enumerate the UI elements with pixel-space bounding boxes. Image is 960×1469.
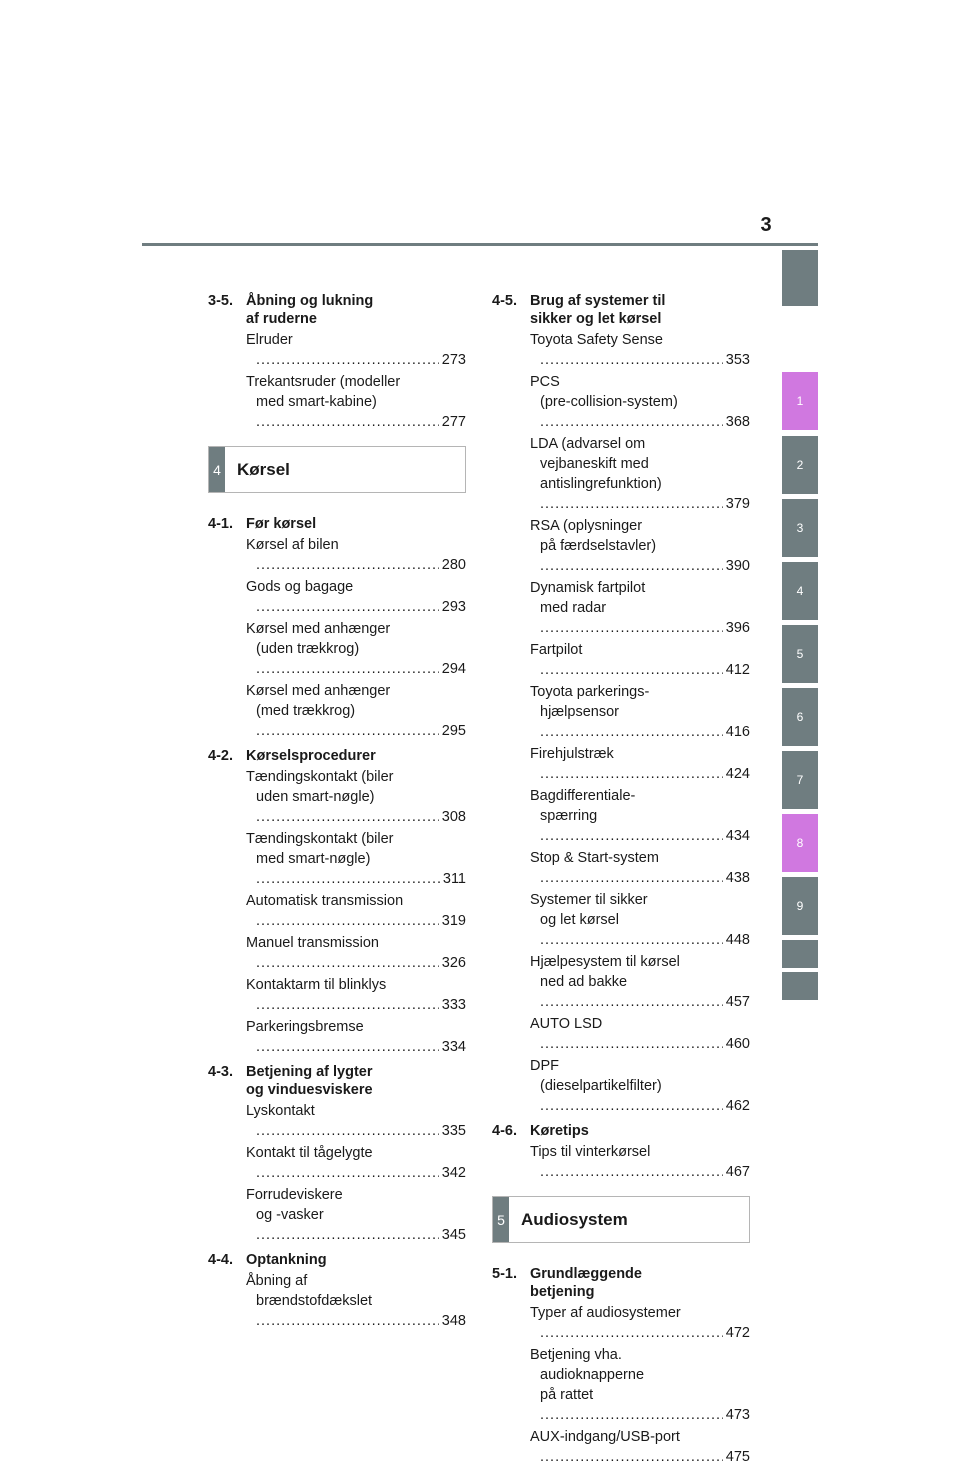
entry-title: Typer af audiosystemer ..... <box>530 1305 750 1341</box>
entry-title: Forrudeviskere og -vasker ..... <box>246 1187 466 1243</box>
entry-page-number: 277 <box>439 412 466 432</box>
entry-title: Stop & Start-system ..... <box>530 850 750 886</box>
entry-title: Kørsel med anhænger (uden trækkrog) ..... <box>246 621 466 677</box>
section-heading <box>492 292 750 328</box>
entry-page-number: 342 <box>439 1163 466 1183</box>
entry-page-number: 424 <box>723 764 750 784</box>
entry-page-number: 467 <box>723 1162 750 1182</box>
toc-entry[interactable] <box>246 681 466 741</box>
chapter-tab-blank[interactable] <box>782 940 818 968</box>
entry-page-number: 473 <box>723 1405 750 1425</box>
toc-entry[interactable] <box>530 952 750 1012</box>
toc-entry[interactable] <box>246 1017 466 1057</box>
chapter-tab-8[interactable]: 8 <box>782 814 818 872</box>
toc-entry[interactable] <box>530 682 750 742</box>
entry-page-number: 345 <box>439 1225 466 1245</box>
entry-page-number: 460 <box>723 1034 750 1054</box>
entry-title: Toyota parkerings- hjælpsensor ..... <box>530 684 750 740</box>
toc-entry[interactable] <box>246 1143 466 1183</box>
section-number: 4-4. <box>208 1252 233 1268</box>
entry-title: Åbning af brændstofdækslet ..... <box>246 1273 466 1329</box>
entry-page-number: 308 <box>439 807 466 827</box>
entry-title: Elruder ..... <box>246 332 466 368</box>
entry-page-number: 348 <box>439 1311 466 1331</box>
section-heading <box>208 1063 466 1099</box>
header-rule <box>142 243 818 246</box>
entry-page-number: 293 <box>439 597 466 617</box>
section-heading <box>208 747 466 765</box>
entry-title: Lyskontakt ..... <box>246 1103 466 1139</box>
entry-title: Fartpilot ..... <box>530 642 750 678</box>
entry-page-number: 457 <box>723 992 750 1012</box>
section-heading <box>208 292 466 328</box>
chapter-tab-3[interactable]: 3 <box>782 499 818 557</box>
toc-entry[interactable] <box>246 891 466 931</box>
section-title: Betjening af lygter og vinduesviskere <box>246 1064 373 1098</box>
toc-right-column <box>492 286 750 1469</box>
entry-title: PCS (pre-collision-system) ..... <box>530 374 750 430</box>
chapter-number: 5 <box>493 1197 509 1242</box>
entry-title: LDA (advarsel om vejbaneskift med antislingrefunktion) ..... <box>530 436 750 512</box>
entry-title: Kontaktarm til blinklys ..... <box>246 977 466 1013</box>
section-heading <box>208 1251 466 1269</box>
entry-page-number: 434 <box>723 826 750 846</box>
toc-entry[interactable] <box>530 1345 750 1425</box>
entry-page-number: 326 <box>439 953 466 973</box>
chapter-heading[interactable] <box>208 446 466 493</box>
entry-title: Tændingskontakt (biler med smart-nøgle) ..... <box>246 831 466 887</box>
toc-entry[interactable] <box>530 516 750 576</box>
chapter-number: 4 <box>209 447 225 492</box>
toc-entry[interactable] <box>246 1185 466 1245</box>
section-number: 4-6. <box>492 1123 517 1139</box>
chapter-tab-7[interactable]: 7 <box>782 751 818 809</box>
section-heading <box>208 515 466 533</box>
entry-page-number: 438 <box>723 868 750 888</box>
entry-title: Parkeringsbremse ..... <box>246 1019 466 1055</box>
toc-entry[interactable] <box>530 1014 750 1054</box>
entry-title: Firehjulstræk ..... <box>530 746 750 782</box>
toc-entry[interactable] <box>530 330 750 370</box>
entry-page-number: 334 <box>439 1037 466 1057</box>
entry-page-number: 448 <box>723 930 750 950</box>
entry-page-number: 462 <box>723 1096 750 1116</box>
toc-entry[interactable] <box>246 619 466 679</box>
entry-title: Manuel transmission ..... <box>246 935 466 971</box>
entry-title: Trekantsruder (modeller med smart-kabine) ..... <box>246 374 466 430</box>
toc-entry[interactable] <box>530 890 750 950</box>
entry-title: RSA (oplysninger på færdselstavler) ..... <box>530 518 750 574</box>
section-number: 5-1. <box>492 1266 517 1282</box>
entry-page-number: 273 <box>439 350 466 370</box>
toc-entry[interactable] <box>246 829 466 889</box>
entry-title: Bagdifferentiale- spærring ..... <box>530 788 750 844</box>
toc-entry[interactable] <box>530 1427 750 1467</box>
section-title: Køretips <box>530 1123 589 1139</box>
entry-page-number: 412 <box>723 660 750 680</box>
page-number: 3 <box>760 214 772 236</box>
entry-page-number: 472 <box>723 1323 750 1343</box>
chapter-title: Audiosystem <box>521 1209 628 1229</box>
chapter-tab-blank[interactable] <box>782 250 818 306</box>
entry-title: AUTO LSD ..... <box>530 1016 750 1052</box>
chapter-heading[interactable] <box>492 1196 750 1243</box>
entry-page-number: 311 <box>440 869 466 889</box>
section-title: Optankning <box>246 1252 327 1268</box>
entry-page-number: 295 <box>439 721 466 741</box>
chapter-tab-4[interactable]: 4 <box>782 562 818 620</box>
toc-entry[interactable] <box>246 372 466 432</box>
entry-page-number: 396 <box>723 618 750 638</box>
toc-entry[interactable] <box>530 434 750 514</box>
toc-entry[interactable] <box>246 1101 466 1141</box>
entry-title: DPF (dieselpartikelfilter) ..... <box>530 1058 750 1114</box>
toc-entry[interactable] <box>530 1142 750 1182</box>
entry-title: Tændingskontakt (biler uden smart-nøgle) ..... <box>246 769 466 825</box>
toc-entry[interactable] <box>530 1056 750 1116</box>
entry-title: Betjening vha. audioknapperne på rattet ..... <box>530 1347 750 1423</box>
toc-entry[interactable] <box>530 848 750 888</box>
entry-title: Kørsel med anhænger (med trækkrog) ..... <box>246 683 466 739</box>
toc-entry[interactable] <box>246 330 466 370</box>
entry-title: Tips til vinterkørsel ..... <box>530 1144 750 1180</box>
entry-page-number: 319 <box>439 911 466 931</box>
chapter-tab-6[interactable]: 6 <box>782 688 818 746</box>
chapter-tab-blank[interactable] <box>782 972 818 1000</box>
entry-page-number: 280 <box>439 555 466 575</box>
entry-title: AUX-indgang/USB-port ..... <box>530 1429 750 1465</box>
section-number: 3-5. <box>208 293 233 309</box>
toc-entry[interactable] <box>246 933 466 973</box>
entry-page-number: 294 <box>439 659 466 679</box>
entry-title: Kørsel af bilen ..... <box>246 537 466 573</box>
toc-entry[interactable] <box>530 372 750 432</box>
entry-title: Toyota Safety Sense ..... <box>530 332 750 368</box>
entry-title: Gods og bagage ..... <box>246 579 466 615</box>
entry-title: Systemer til sikker og let kørsel ..... <box>530 892 750 948</box>
entry-title: Dynamisk fartpilot med radar ..... <box>530 580 750 636</box>
entry-page-number: 416 <box>723 722 750 742</box>
section-title: Brug af systemer til sikker og let kørsel <box>530 293 666 327</box>
section-title: Før kørsel <box>246 516 317 532</box>
entry-title: Kontakt til tågelygte ..... <box>246 1145 466 1181</box>
entry-page-number: 390 <box>723 556 750 576</box>
toc-entry[interactable] <box>246 767 466 827</box>
toc-entry[interactable] <box>530 1303 750 1343</box>
section-number: 4-5. <box>492 293 517 309</box>
toc-entry[interactable] <box>246 577 466 617</box>
entry-page-number: 475 <box>723 1447 750 1467</box>
toc-entry[interactable] <box>530 578 750 638</box>
entry-page-number: 353 <box>723 350 750 370</box>
section-number: 4-2. <box>208 748 233 764</box>
toc-entry[interactable] <box>530 640 750 680</box>
section-heading <box>492 1265 750 1301</box>
section-number: 4-3. <box>208 1064 233 1080</box>
toc-entry[interactable] <box>246 535 466 575</box>
toc-entry[interactable] <box>530 744 750 784</box>
entry-page-number: 335 <box>439 1121 466 1141</box>
toc-left-column <box>208 286 466 1333</box>
toc-entry[interactable] <box>246 975 466 1015</box>
section-heading <box>492 1122 750 1140</box>
entry-page-number: 368 <box>723 412 750 432</box>
section-title: Kørselsprocedurer <box>246 748 376 764</box>
chapter-tab-9[interactable]: 9 <box>782 877 818 935</box>
entry-title: Hjælpesystem til kørsel ned ad bakke ..... <box>530 954 750 1010</box>
entry-page-number: 333 <box>439 995 466 1015</box>
section-number: 4-1. <box>208 516 233 532</box>
section-title: Grundlæggende betjening <box>530 1266 642 1300</box>
chapter-tab-5[interactable]: 5 <box>782 625 818 683</box>
chapter-tab-2[interactable]: 2 <box>782 436 818 494</box>
toc-entry[interactable] <box>530 786 750 846</box>
chapter-tab-1[interactable]: 1 <box>782 372 818 430</box>
entry-page-number: 379 <box>723 494 750 514</box>
entry-title: Automatisk transmission ..... <box>246 893 466 929</box>
toc-entry[interactable] <box>246 1271 466 1331</box>
chapter-title: Kørsel <box>237 459 290 479</box>
section-title: Åbning og lukning af ruderne <box>246 293 374 327</box>
